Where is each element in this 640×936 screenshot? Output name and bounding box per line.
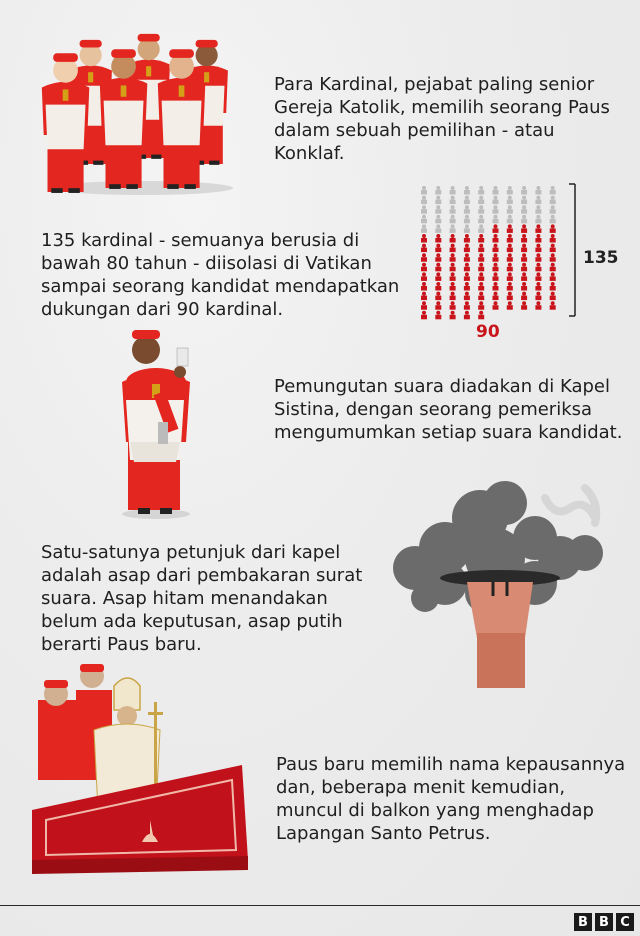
pope-balcony-illustration [32,660,254,882]
section-2-text: 135 kardinal - semuanya berusia di bawah 80 tahun - diisolasi di Vatikan sampai seorang kandidat mendapatkan dukungan dari 90 kardinal. [41,230,400,320]
logo-letter: C [616,913,634,931]
cardinal-figure-icon [450,196,456,205]
cardinal-figure-icon [550,292,556,301]
cardinal-figure-icon [550,244,556,253]
cardinal-figure-icon [478,292,484,301]
cardinal-figure-icon [464,244,470,253]
cardinal-figure-icon [521,301,527,310]
cardinal-figure-icon [421,244,427,253]
cardinal-figure-icon [493,215,499,224]
cardinal-figure-icon [464,282,470,291]
cardinal-figure-icon [521,234,527,243]
cardinal-figure-icon [450,272,456,281]
cardinal-figure-icon [535,292,541,301]
cardinal-figure-icon [550,263,556,272]
cardinal-figure-icon [421,196,427,205]
cardinal-figure-icon [521,272,527,281]
cardinal-figure-icon [435,253,441,262]
cardinal-figure-icon [507,292,513,301]
cardinal-figure-icon [521,282,527,291]
cardinal-figure-icon [550,215,556,224]
cardinal-figure-icon [493,205,499,214]
cardinal-figure-icon [478,196,484,205]
section-1-text: Para Kardinal, pejabat paling senior Gereja Katolik, memilih seorang Paus dalam sebuah pemilihan - atau Konklaf. [274,74,610,164]
cardinal-figure-icon [521,205,527,214]
cardinal-figure-icon [421,263,427,272]
cardinal-figure-icon [450,292,456,301]
cardinal-figure-icon [493,263,499,272]
cardinal-figure-icon [507,186,513,195]
cardinal-figure-icon [493,292,499,301]
cardinal-figure-icon [493,224,499,233]
cardinal-figure-icon [507,244,513,253]
cardinal-figure-icon [450,263,456,272]
cardinal-figure-icon [450,234,456,243]
cardinal-figure-icon [493,196,499,205]
cardinal-figure-icon [550,196,556,205]
cardinal-figure-icon [493,234,499,243]
cardinal-figure-icon [464,292,470,301]
cardinal-figure-icon [450,224,456,233]
cardinal-figure-icon [521,215,527,224]
cardinal-figure-icon [450,282,456,291]
cardinal-figure-icon [507,205,513,214]
cardinal-figure-icon [421,215,427,224]
cardinal-figure-icon [535,263,541,272]
cardinal-figure-icon [421,253,427,262]
cardinal-figure-icon [421,205,427,214]
cardinals-group-illustration [38,20,248,195]
cardinal-figure-icon [435,272,441,281]
cardinal-figure-icon [507,282,513,291]
cardinal-figure-icon [464,253,470,262]
cardinal-figure-icon [507,224,513,233]
cardinal-figure-icon [507,253,513,262]
total-cardinals-label: 135 [583,248,619,268]
cardinal-figure-icon [550,205,556,214]
cardinal-figure-icon [435,292,441,301]
cardinal-figure-icon [450,311,456,320]
cardinal-figure-icon [550,186,556,195]
majority-label: 90 [476,322,500,342]
cardinal-figure-icon [421,224,427,233]
cardinal-figure-icon [450,301,456,310]
cardinal-figure-icon [478,234,484,243]
cardinal-figure-icon [478,253,484,262]
cardinal-figure-icon [478,272,484,281]
cardinal-figure-icon [450,186,456,195]
cardinal-figure-icon [535,301,541,310]
cardinal-figure-icon [435,215,441,224]
cardinal-figure-icon [493,272,499,281]
cardinal-figure-icon [478,263,484,272]
cardinal-figure-icon [450,215,456,224]
cardinal-figure-icon [493,282,499,291]
cardinal-figure-icon [478,282,484,291]
cardinal-figure-icon [450,244,456,253]
cardinal-figure-icon [435,205,441,214]
cardinal-figure-icon [550,272,556,281]
cardinal-figure-icon [507,196,513,205]
cardinal-figure-icon [478,186,484,195]
chimney-smoke-illustration [385,478,625,688]
cardinal-figure-icon [521,253,527,262]
cardinal-figure-icon [535,253,541,262]
cardinal-figure-icon [507,301,513,310]
cardinal-figure-icon [435,224,441,233]
cardinal-figure-icon [521,186,527,195]
cardinal-figure-icon [550,282,556,291]
cardinal-figure-icon [464,215,470,224]
cardinal-figure-icon [521,292,527,301]
cardinal-voting-illustration [108,322,208,522]
cardinal-figure-icon [421,272,427,281]
cardinal-figure-icon [521,196,527,205]
cardinal-figure-icon [421,186,427,195]
cardinal-figure-icon [550,301,556,310]
cardinal-figure-icon [493,301,499,310]
cardinal-figure-icon [421,282,427,291]
cardinal-figure-icon [535,215,541,224]
logo-letter: B [595,913,613,931]
cardinal-figure-icon [464,205,470,214]
cardinal-figure-icon [464,272,470,281]
cardinal-figure-icon [464,311,470,320]
section-4-text: Satu-satunya petunjuk dari kapel adalah asap dari pembakaran surat suara. Asap hitam menandakan belum ada keputusan, asap putih berarti Paus baru. [41,542,363,655]
cardinal-figure-icon [450,205,456,214]
cardinal-count-figure [415,182,585,322]
cardinal-figure-icon [550,234,556,243]
cardinal-figure-icon [478,215,484,224]
cardinal-figure-icon [421,292,427,301]
cardinal-figure-icon [464,196,470,205]
cardinal-figure-icon [493,253,499,262]
cardinal-figure-icon [493,244,499,253]
footer-divider [0,905,640,906]
cardinal-figure-icon [521,263,527,272]
cardinal-figure-icon [435,244,441,253]
cardinal-figure-icon [535,282,541,291]
cardinal-figure-icon [493,186,499,195]
cardinal-figure-icon [435,301,441,310]
cardinal-figure-icon [464,301,470,310]
cardinal-figure-icon [535,196,541,205]
cardinal-figure-icon [550,224,556,233]
cardinal-figure-icon [421,301,427,310]
cardinal-figure-icon [464,263,470,272]
cardinal-figure-icon [521,224,527,233]
cardinal-figure-icon [421,311,427,320]
cardinal-figure-icon [464,186,470,195]
logo-letter: B [574,913,592,931]
cardinal-figure-icon [464,224,470,233]
cardinal-figure-icon [478,244,484,253]
cardinal-figure-icon [435,282,441,291]
cardinal-figure-icon [435,263,441,272]
cardinal-figure-icon [535,234,541,243]
cardinal-figure-icon [464,234,470,243]
cardinal-figure-icon [521,244,527,253]
cardinal-figure-icon [535,244,541,253]
cardinal-figure-icon [550,253,556,262]
cardinal-figure-icon [535,272,541,281]
cardinal-figure-icon [507,234,513,243]
cardinal-figure-icon [435,234,441,243]
cardinal-figure-icon [421,234,427,243]
cardinal-figure-icon [450,253,456,262]
section-5-text: Paus baru memilih nama kepausannya dan, beberapa menit kemudian, muncul di balkon yang menghadap Lapangan Santo Petrus. [276,754,626,844]
section-3-text: Pemungutan suara diadakan di Kapel Sistina, dengan seorang pemeriksa mengumumkan setiap suara kandidat. [274,376,623,443]
cardinal-figure-icon [478,311,484,320]
cardinal-figure-icon [478,301,484,310]
cardinal-figure-icon [535,205,541,214]
cardinal-figure-icon [478,205,484,214]
cardinal-figure-icon [535,224,541,233]
cardinal-figure-icon [507,215,513,224]
cardinal-figure-icon [478,224,484,233]
bbc-logo [574,913,634,931]
cardinal-figure-icon [435,196,441,205]
cardinal-figure-icon [507,272,513,281]
cardinal-figure-icon [435,311,441,320]
cardinal-figure-icon [435,186,441,195]
cardinal-figure-icon [535,186,541,195]
cardinal-figure-icon [507,263,513,272]
